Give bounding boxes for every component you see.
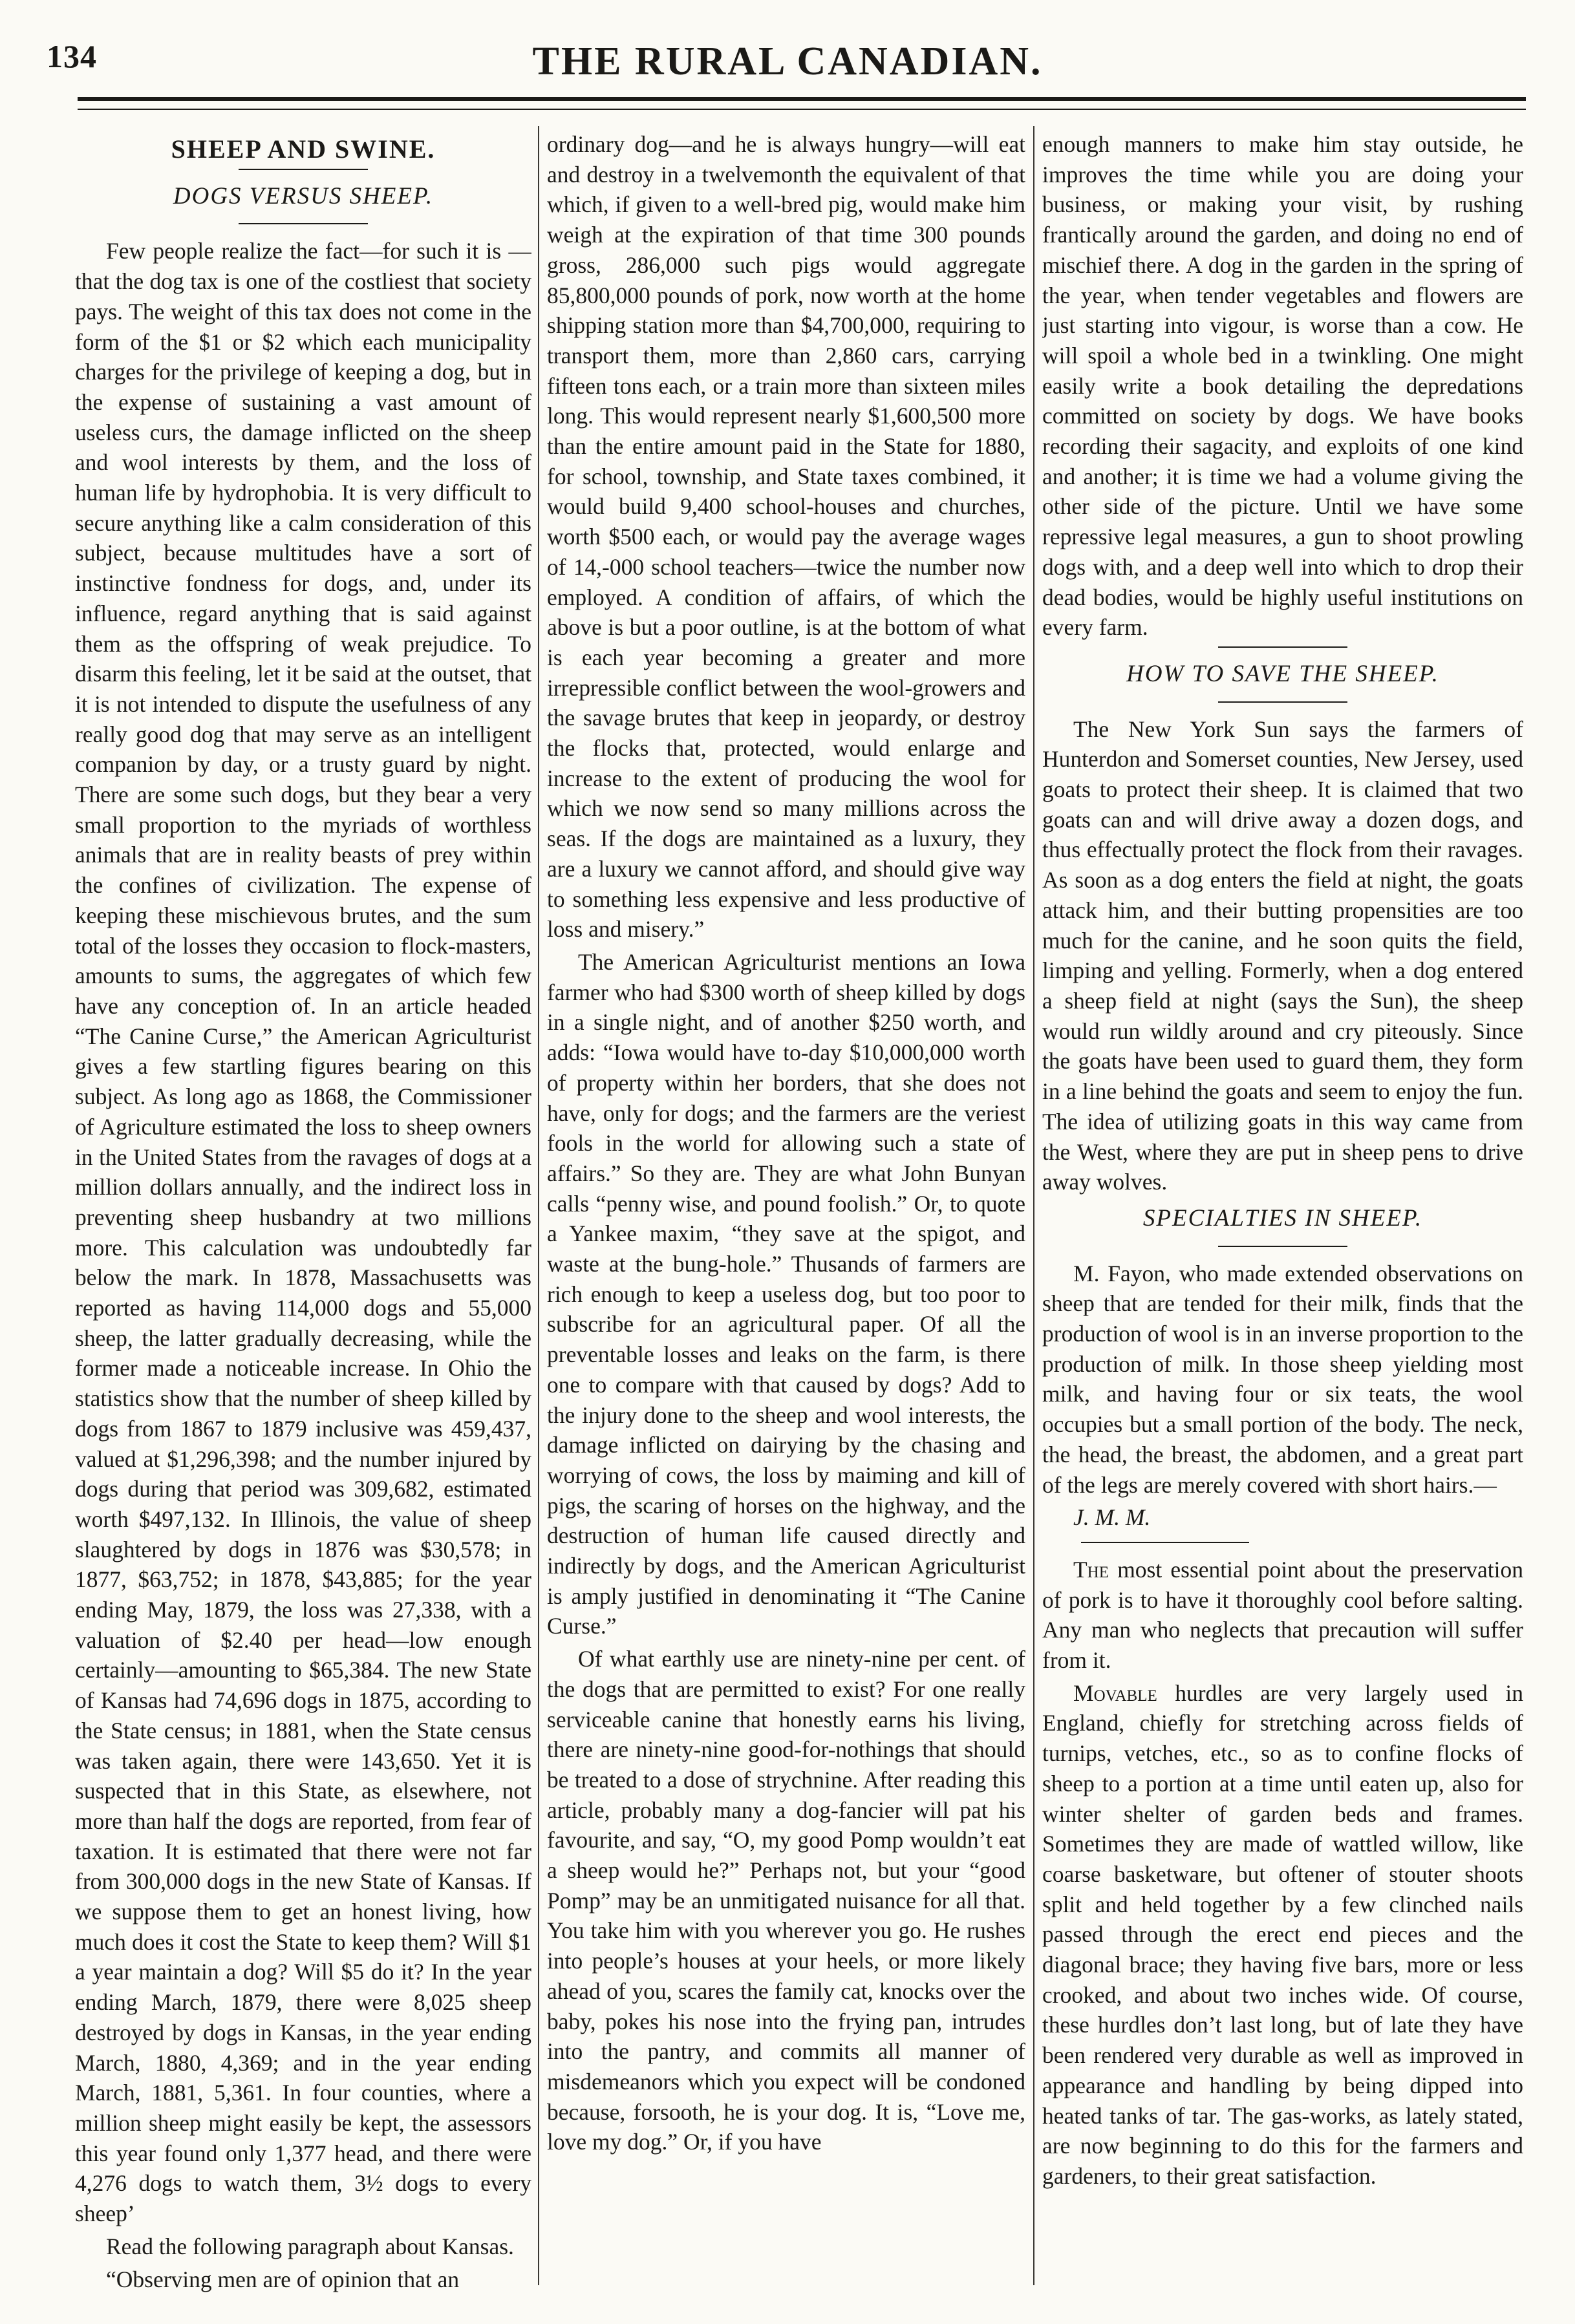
article-rule [1218, 646, 1347, 648]
paragraph: M. Fayon, who made extended observations on sheep that are tended for their milk, finds that the production of wool is in an inverse proportion to the production of milk. In those sheep yielding most milk, and having four or six teats, the wool occupies but a small portion of the body. The neck, the head, the breast, the abdomen, and a great part of the legs are merely covered with short hairs.— [1042, 1260, 1523, 1498]
paragraph [1042, 1678, 1523, 2191]
article-title: DOGS VERSUS SHEEP. [173, 182, 434, 209]
header-rule-thick [78, 97, 1526, 101]
paragraph: The American Agriculturist mentions an Iowa farmer who had $300 worth of sheep killed by dogs in a single night, and of another $250 worth, and adds: “Iowa would have to-day $10,000,000 worth of property within her borders, that she does not have, only for dogs; and the farmers are the veriest fools in the world for allowing such a state of affairs.” So they are. They are what John Bunyan calls “penny wise, and pound foolish.” Or, to quote a Yankee maxim, “they save at the spigot, and waste at the bung-hole.” Thusands of farmers are rich enough to keep a useless dog, but too poor to subscribe for an agricultural paper. Of all the preventable losses and leaks on the farm, is there one to compare with that caused by dogs? Add to the injury done to the sheep and wool interests, the damage inflicted on dairying by the chasing and worrying of cows, the loss by maiming and kill of pigs, the scaring of horses on the highway, and the destruction of human life caused directly and indirectly by dogs, and the American Agriculturist is amply justified in denominating it “The Canine Curse.” [547, 948, 1025, 1639]
masthead-title: THE RURAL CANADIAN. [532, 39, 1043, 83]
paragraph-text: most essential point about the preservation of pork is to have it thoroughly cool before salting. Any man who neglects that precaution will suffer from it. [1042, 1556, 1523, 1674]
item-rule [1081, 1542, 1249, 1543]
paragraph-text: hurdles are very largely used in England, chiefly for stretching across fields of turnips, vetches, etc., so as to confine flocks of sheep to a portion at a time until eaten up, also for winter shelter of garden beds and frames. Sometimes they are made of wattled willow, like coarse basketware, but oftener of stouter shoots split and held together by a few clinched nails passed through the erect end pieces and the diagonal brace; they having five bars, more or less crooked, and about two inches wide. Of course, these hurdles don’t last long, but of late they have been rendered very durable as well as improved in appearance and handling by being dipped into heated tanks of tar. The gas-works, as lately stated, are now beginning to do this for the farmers and gardeners, to their great satisfaction. [1042, 1679, 1523, 2189]
lead-in: Movable [1073, 1679, 1157, 1706]
paragraph [1042, 1555, 1523, 1676]
lead-in: The [1073, 1556, 1109, 1583]
paragraph: ordinary dog—and he is always hungry—will eat and destroy in a twelvemonth the equivalent of that which, if given to a well-bred pig, would make him weigh at the expiration of that time 300 pounds gross, 286,000 such pigs would aggregate 85,800,000 pounds of pork, now worth at the home shipping station more than $4,700,000, requiring to transport them, more than 2,860 cars, carrying fifteen tons each, or a train more than sixteen miles long. This would represent nearly $1,600,500 more than the entire amount paid in the State for 1880, for school, township, and State taxes combined, it would build 9,400 school-houses and churches, worth $500 each, or would pay the average wages of 14,-000 school teachers—twice the number now employed. A condition of affairs, of which the above is but a poor outline, is at the bottom of what is each year becoming a greater and more irrepressible conflict between the wool-growers and the savage brutes that keep in jeopardy, or destroy the flocks that, protected, would enlarge and increase to the extent of producing the wool for which we now send so many millions across the seas. If the dogs are maintained as a luxury, they are a luxury we cannot afford, and should give way to something less expensive and less productive of loss and misery.” [547, 131, 1025, 943]
title-rule [1218, 1246, 1347, 1247]
article-title: HOW TO SAVE THE SHEEP. [1126, 660, 1439, 687]
title-rule [239, 169, 368, 170]
title-rule [1218, 701, 1347, 703]
column-divider [538, 126, 539, 2285]
signature: J. M. M. [1073, 1504, 1151, 1531]
page-number: 134 [47, 38, 97, 74]
column-2 [547, 129, 1025, 2308]
column-1 [75, 129, 531, 2308]
paragraph: The New York Sun says the farmers of Hunterdon and Somerset counties, New Jersey, used goats to protect their sheep. It is claimed that two goats can and will drive away a dozen dogs, and thus effectually protect the flock from their ravages. As soon as a dog enters the field at night, the goats attack him, and their butting propensities are too much for the canine, and he soon quits the field, limping and yelling. Formerly, when a dog entered a sheep field at night (says the Sun), the sheep would run wildly around and cry piteously. Since the goats have been used to guard them, they form in a line behind the goats and seem to enjoy the fun. The idea of utilizing goats in this way came from the West, where they are put in sheep pens to drive away wolves. [1042, 716, 1523, 1195]
header-rule-thin [78, 109, 1526, 110]
column-3 [1042, 129, 1523, 2308]
paragraph: “Observing men are of opinion that an [106, 2266, 460, 2292]
column-divider [1033, 126, 1034, 2285]
paragraph: enough manners to make him stay outside, he improves the time while you are doing your business, or making your visit, by rushing frantically around the garden, and doing no end of mischief there. A dog in the garden in the spring of the year, when tender vegetables and flowers are just starting into vigour, is worse than a cow. He will spoil a whole bed in a twinkling. One might easily write a book detailing the depredations committed on society by dogs. We have books recording their sagacity, and exploits of one kind and another; it is time we had a volume giving the other side of the picture. Until we have some repressive legal measures, a gun to shoot prowling dogs with, and a deep well into which to drop their dead bodies, would be highly useful institutions on every farm. [1042, 131, 1523, 641]
paragraph: Few people realize the fact—for such it is —that the dog tax is one of the costliest that society pays. The weight of this tax does not come in the form of the $1 or $2 which each municipality charges for the privilege of keeping a dog, but in the expense of sustaining a vast amount of useless curs, the damage inflicted on the sheep and wool interests by them, and the loss of human life by hydrophobia. It is very difficult to secure anything like a calm consideration of this subject, because multitudes have a sort of instinctive fondness for dogs, and, under its influence, regard anything that is said against them as the offspring of weak prejudice. To disarm this feeling, let it be said at the outset, that it is not intended to dispute the usefulness of any really good dog that may serve as an intelligent companion by day, or a trusty guard by night. There are some such dogs, but they bear a very small proportion to the myriads of worthless animals that are in reality beasts of prey within the confines of civilization. The expense of keeping these mischievous brutes, and the sum total of the losses they occasion to flock-masters, amounts to sums, the aggregates of which few have any conception of. In an article headed “The Canine Curse,” the American Agriculturist gives a few startling figures bearing on this subject. As long ago as 1868, the Commissioner of Agriculture estimated the loss to sheep owners in the United States from the ravages of dogs at a million dollars annually, and the indirect loss in preventing sheep husbandry at two millions more. This calculation was undoubtedly far below the mark. In 1878, Massachusetts was reported as having 114,000 dogs and 55,000 sheep, the latter gradually decreasing, while the former made a noticeable increase. In Ohio the statistics show that the number of sheep killed by dogs from 1867 to 1879 inclusive was 459,437, valued at $1,296,398; and the number injured by dogs during that period was 309,682, estimated worth $497,132. In Illinois, the value of sheep slaughtered by dogs in 1876 was $30,578; in 1877, $63,752; in 1878, $43,885; for the year ending May, 1879, the loss was 27,338, with a valuation of $2.40 per head—low enough certainly—amounting to $65,384. The new State of Kansas had 74,696 dogs in 1875, according to the State census; in 1881, when the State census was taken again, there were 143,650. Yet it is suspected that in this State, as elsewhere, not more than half the dogs are reported, from fear of taxation. It is estimated that there were not far from 300,000 dogs in the new State of Kansas. If we suppose them to get an honest living, how much does it cost the State to keep them? Will $1 a year maintain a dog? Will $5 do it? In the year ending March, 1879, there were 8,025 sheep destroyed by dogs in Kansas, in the year ending March, 1880, 4,369; and in the year ending March, 1881, 5,361. In four counties, where a million sheep might easily be kept, the assessors this year found only 1,377 head, and there were 4,276 dogs to watch them, 3½ dogs to every sheep’ [75, 238, 531, 2227]
title-rule [239, 223, 368, 224]
section-title: SHEEP AND SWINE. [171, 134, 436, 164]
paragraph: Of what earthly use are ninety-nine per cent. of the dogs that are permitted to exist? For one really serviceable canine that honestly earns his living, there are ninety-nine good-for-nothings that should be treated to a dose of strychnine. After reading this article, probably many a dog-fancier will pat his favourite, and say, “O, my good Pomp wouldn’t eat a sheep would he?” Perhaps not, but your “good Pomp” may be an unmitigated nuisance for all that. You take him with you wherever you go. He rushes into people’s houses at your heels, or more likely ahead of you, scares the family cat, knocks over the baby, pokes his nose into the frying pan, intrudes into the pantry, and commits all manner of misdemeanors which you expect will be condoned because, forsooth, he is your dog. It is, “Love me, love my dog.” Or, if you have [547, 1646, 1025, 2155]
paragraph: Read the following paragraph about Kansas. [106, 2233, 514, 2259]
article-title: SPECIALTIES IN SHEEP. [1142, 1204, 1423, 1231]
